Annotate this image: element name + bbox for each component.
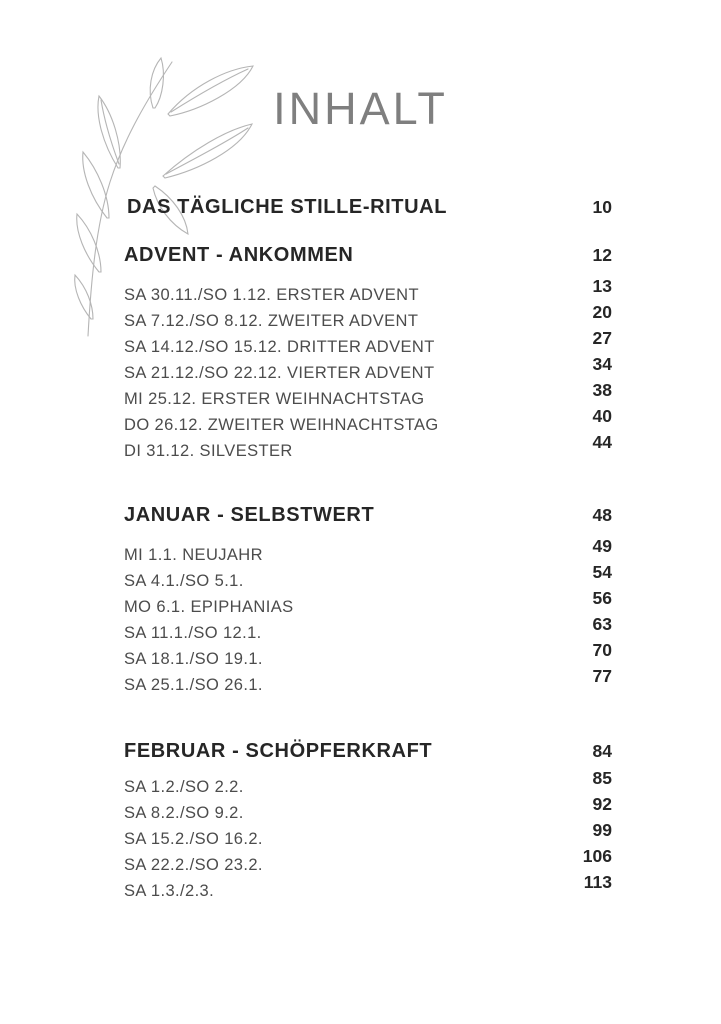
entry-page-number: 27 [592, 327, 612, 348]
section-advent [124, 244, 612, 464]
page-title: INHALT [273, 83, 448, 134]
entry-page-number: 106 [582, 845, 612, 866]
entry-label: SA 21.12./SO 22.12. VIERTER ADVENT [124, 363, 435, 382]
toc-entry-row [124, 353, 612, 386]
entry-label: SA 4.1./SO 5.1. [124, 571, 244, 590]
entry-label: SA 11.1./SO 12.1. [124, 623, 262, 642]
toc-entry-row [124, 275, 612, 308]
section-heading-row [124, 196, 612, 218]
section-heading-row [124, 740, 612, 762]
entry-page-number: 85 [592, 767, 612, 788]
entry-page-number: 44 [592, 431, 612, 452]
entry-page-number: 34 [592, 353, 612, 374]
section-heading: JANUAR - SELBSTWERT [124, 504, 375, 526]
entry-page-number: 77 [592, 665, 612, 686]
toc-entry-row [124, 613, 612, 646]
section-entries [124, 535, 612, 698]
section-page-number: 48 [592, 505, 612, 525]
entry-label: SA 22.2./SO 23.2. [124, 855, 263, 874]
entry-label: SA 30.11./SO 1.12. ERSTER ADVENT [124, 285, 419, 304]
section-heading-row [124, 244, 612, 266]
toc-entry-row [124, 665, 612, 698]
entry-label: MI 1.1. NEUJAHR [124, 545, 263, 564]
toc-entry-row [124, 535, 612, 568]
section-januar [124, 504, 612, 698]
entry-page-number: 113 [583, 871, 612, 892]
entry-page-number: 49 [592, 535, 612, 556]
toc-entry-row [124, 767, 612, 800]
entry-page-number: 63 [592, 613, 612, 634]
entry-page-number: 56 [592, 587, 612, 608]
toc-entry-row [124, 871, 612, 904]
section-heading-row [124, 504, 612, 526]
entry-page-number: 13 [592, 275, 612, 296]
toc-entry-row [124, 561, 612, 594]
toc-entry-row [124, 379, 612, 412]
entry-label: SA 7.12./SO 8.12. ZWEITER ADVENT [124, 311, 419, 330]
section-februar [124, 740, 612, 904]
entry-label: SA 25.1./SO 26.1. [124, 675, 263, 694]
toc-entry-row [124, 587, 612, 620]
entry-label: SA 18.1./SO 19.1. [124, 649, 263, 668]
entry-label: SA 1.3./2.3. [124, 881, 215, 900]
entry-label: DO 26.12. ZWEITER WEIHNACHTSTAG [124, 415, 439, 434]
table-of-contents [124, 196, 612, 904]
entry-label: SA 14.12./SO 15.12. DRITTER ADVENT [124, 337, 435, 356]
toc-entry-row [124, 639, 612, 672]
entry-page-number: 40 [592, 405, 612, 426]
section-heading: ADVENT - ANKOMMEN [124, 244, 354, 266]
entry-page-number: 20 [592, 301, 612, 322]
entry-page-number: 70 [592, 639, 612, 660]
toc-entry-row [124, 793, 612, 826]
section-page-number: 10 [592, 197, 612, 217]
entry-page-number: 92 [592, 793, 612, 814]
entry-page-number: 54 [592, 561, 612, 582]
section-entries [124, 275, 612, 464]
entry-label: SA 1.2./SO 2.2. [124, 777, 244, 796]
toc-entry-row [124, 845, 612, 878]
section-entries [124, 767, 612, 904]
entry-label: SA 15.2./SO 16.2. [124, 829, 263, 848]
entry-label: MI 25.12. ERSTER WEIHNACHTSTAG [124, 389, 425, 408]
section-heading: DAS TÄGLICHE STILLE-RITUAL [127, 196, 448, 218]
toc-entry-row [124, 431, 612, 464]
toc-entry-row [124, 405, 612, 438]
section-heading: FEBRUAR - SCHÖPFERKRAFT [124, 740, 433, 762]
toc-entry-row [124, 301, 612, 334]
section-stille-ritual [124, 196, 612, 218]
entry-page-number: 99 [592, 819, 612, 840]
toc-entry-row [124, 327, 612, 360]
entry-page-number: 38 [592, 379, 612, 400]
section-page-number: 12 [592, 245, 612, 265]
section-page-number: 84 [592, 741, 612, 761]
entry-label: MO 6.1. EPIPHANIAS [124, 597, 294, 616]
entry-label: SA 8.2./SO 9.2. [124, 803, 244, 822]
toc-entry-row [124, 819, 612, 852]
entry-label: DI 31.12. SILVESTER [124, 441, 293, 460]
